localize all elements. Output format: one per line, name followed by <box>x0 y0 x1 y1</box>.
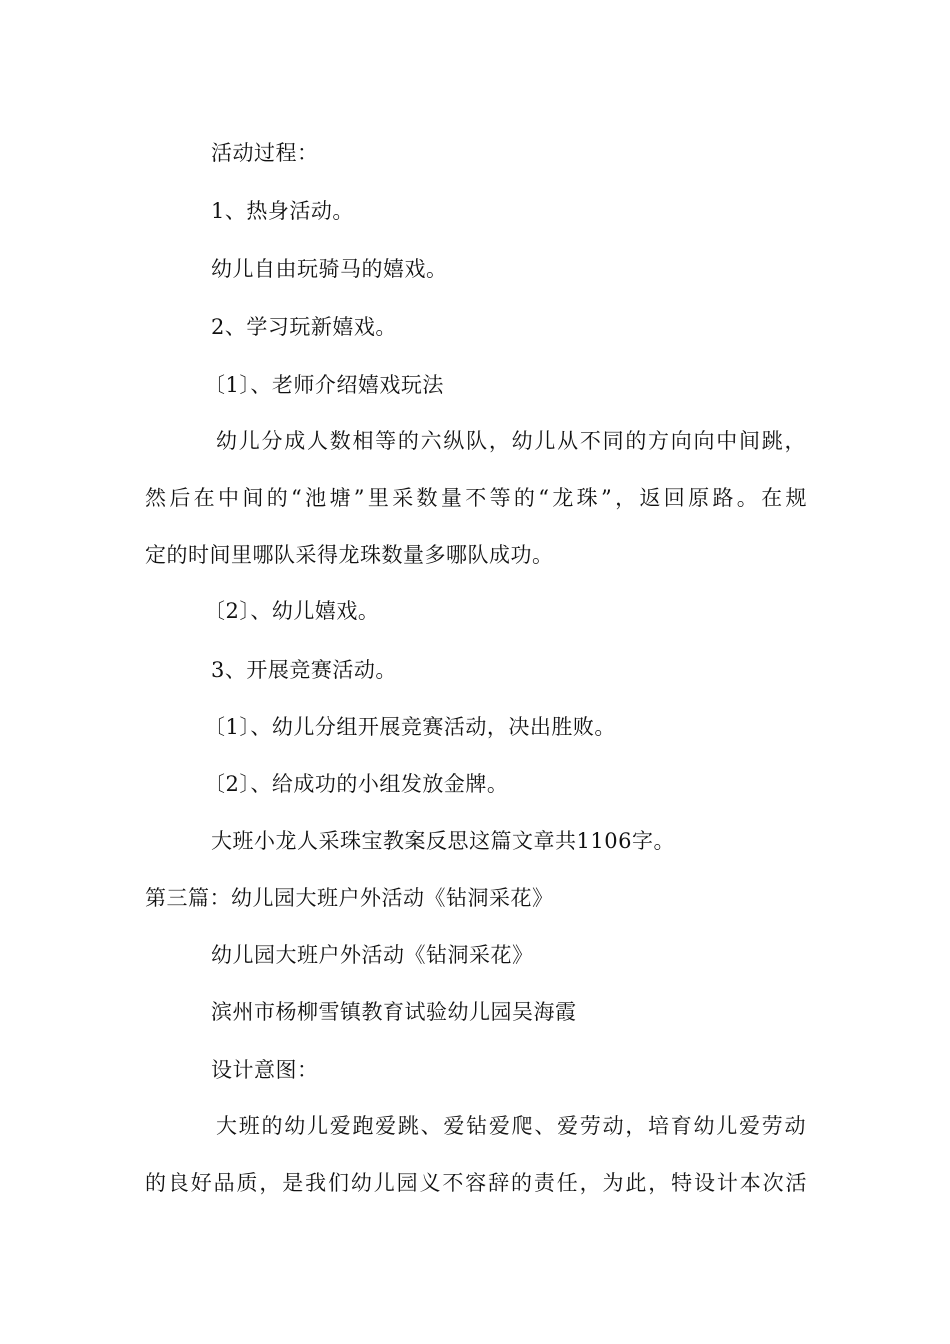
text-line-activity-process: 活动过程： <box>211 141 319 165</box>
text-line-design-intent: 设计意图： <box>211 1058 319 1082</box>
text-line-paragraph-2-line-2: 的良好品质，是我们幼儿园义不容辞的责任，为此，特设计本次活 <box>145 1171 807 1195</box>
text-line-author: 滨州市杨柳雪镇教育试验幼儿园吴海霞 <box>211 1000 577 1024</box>
text-line-step-3: 3、开展竞赛活动。 <box>211 658 397 682</box>
text-line-substep-1: 〔1〕、老师介绍嬉戏玩法 <box>204 373 444 397</box>
text-line-paragraph-1-line-3: 定的时间里哪队采得龙珠数量多哪队成功。 <box>145 543 554 567</box>
text-line-step-1: 1、热身活动。 <box>211 199 354 223</box>
text-line-word-count: 大班小龙人采珠宝教案反思这篇文章共1106字。 <box>211 829 675 853</box>
text-line-step-3-substep-2: 〔2〕、给成功的小组发放金牌。 <box>204 772 509 796</box>
text-line-paragraph-1-line-1: 幼儿分成人数相等的六纵队，幼儿从不同的方向向中间跳， <box>216 429 806 453</box>
text-line-substep-2: 〔2〕、幼儿嬉戏。 <box>204 599 380 623</box>
text-line-free-play: 幼儿自由玩骑马的嬉戏。 <box>211 257 448 281</box>
text-line-paragraph-2-line-1: 大班的幼儿爱跑爱跳、爱钻爱爬、爱劳动，培育幼儿爱劳动 <box>216 1114 806 1138</box>
text-line-paragraph-1-line-2: 然后在中间的“池塘”里采数量不等的“龙珠”，返回原路。在规 <box>145 486 807 510</box>
text-line-article-title: 幼儿园大班户外活动《钻洞采花》 <box>211 943 534 967</box>
text-line-step-3-substep-1: 〔1〕、幼儿分组开展竞赛活动，决出胜败。 <box>204 715 616 739</box>
text-line-section-three-title: 第三篇：幼儿园大班户外活动《钻洞采花》 <box>145 886 554 910</box>
text-line-step-2: 2、学习玩新嬉戏。 <box>211 315 397 339</box>
